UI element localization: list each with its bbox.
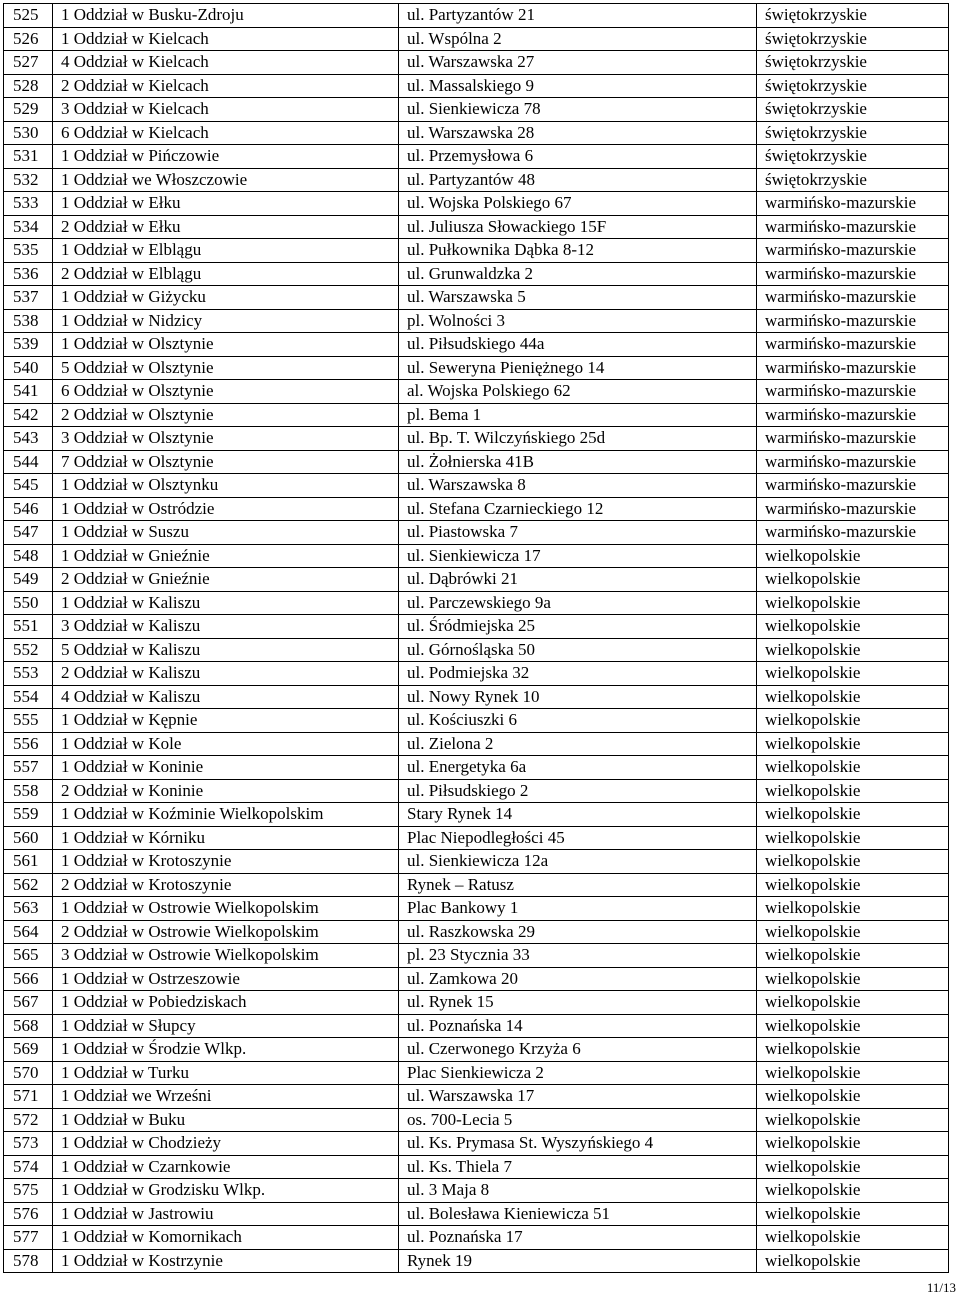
table-row	[4, 850, 949, 874]
table-row	[4, 521, 949, 545]
row-number-cell: 546	[4, 497, 53, 521]
table-row	[4, 309, 949, 333]
table-row	[4, 544, 949, 568]
branch-name-cell: 1 Oddział w Ełku	[53, 192, 399, 216]
address-cell: ul. Seweryna Pieniężnego 14	[399, 356, 757, 380]
row-number-cell: 575	[4, 1179, 53, 1203]
row-number-cell: 568	[4, 1014, 53, 1038]
address-cell: ul. Wojska Polskiego 67	[399, 192, 757, 216]
address-cell: Plac Bankowy 1	[399, 897, 757, 921]
row-number-cell: 536	[4, 262, 53, 286]
voivodeship-cell: wielkopolskie	[757, 873, 949, 897]
voivodeship-cell: wielkopolskie	[757, 1179, 949, 1203]
table-row	[4, 1038, 949, 1062]
row-number-cell: 541	[4, 380, 53, 404]
voivodeship-cell: wielkopolskie	[757, 732, 949, 756]
address-cell: ul. Pułkownika Dąbka 8-12	[399, 239, 757, 263]
branch-name-cell: 1 Oddział w Grodzisku Wlkp.	[53, 1179, 399, 1203]
table-row	[4, 1085, 949, 1109]
table-row	[4, 873, 949, 897]
row-number-cell: 533	[4, 192, 53, 216]
row-number-cell: 564	[4, 920, 53, 944]
branch-name-cell: 1 Oddział w Kole	[53, 732, 399, 756]
voivodeship-cell: warmińsko-mazurskie	[757, 403, 949, 427]
row-number-cell: 572	[4, 1108, 53, 1132]
voivodeship-cell: wielkopolskie	[757, 967, 949, 991]
row-number-cell: 558	[4, 779, 53, 803]
voivodeship-cell: wielkopolskie	[757, 615, 949, 639]
address-cell: ul. Sienkiewicza 12a	[399, 850, 757, 874]
branch-name-cell: 1 Oddział w Olsztynie	[53, 333, 399, 357]
table-row	[4, 474, 949, 498]
voivodeship-cell: świętokrzyskie	[757, 145, 949, 169]
address-cell: ul. Śródmiejska 25	[399, 615, 757, 639]
table-row	[4, 709, 949, 733]
voivodeship-cell: wielkopolskie	[757, 1202, 949, 1226]
table-row	[4, 685, 949, 709]
voivodeship-cell: wielkopolskie	[757, 944, 949, 968]
table-row	[4, 168, 949, 192]
address-cell: ul. Partyzantów 48	[399, 168, 757, 192]
row-number-cell: 566	[4, 967, 53, 991]
address-cell: ul. Warszawska 17	[399, 1085, 757, 1109]
table-row	[4, 215, 949, 239]
address-cell: ul. Piłsudskiego 2	[399, 779, 757, 803]
address-cell: ul. Warszawska 5	[399, 286, 757, 310]
branch-name-cell: 2 Oddział w Elblągu	[53, 262, 399, 286]
address-cell: ul. Poznańska 17	[399, 1226, 757, 1250]
voivodeship-cell: wielkopolskie	[757, 685, 949, 709]
branch-table	[3, 3, 949, 1273]
row-number-cell: 525	[4, 4, 53, 28]
table-row	[4, 1249, 949, 1273]
branch-name-cell: 1 Oddział w Turku	[53, 1061, 399, 1085]
row-number-cell: 544	[4, 450, 53, 474]
table-row	[4, 239, 949, 263]
address-cell: ul. Poznańska 14	[399, 1014, 757, 1038]
voivodeship-cell: wielkopolskie	[757, 920, 949, 944]
address-cell: ul. 3 Maja 8	[399, 1179, 757, 1203]
address-cell: ul. Parczewskiego 9a	[399, 591, 757, 615]
row-number-cell: 562	[4, 873, 53, 897]
table-row	[4, 1132, 949, 1156]
voivodeship-cell: warmińsko-mazurskie	[757, 262, 949, 286]
table-row	[4, 74, 949, 98]
voivodeship-cell: wielkopolskie	[757, 826, 949, 850]
branch-name-cell: 4 Oddział w Kielcach	[53, 51, 399, 75]
row-number-cell: 534	[4, 215, 53, 239]
table-row	[4, 497, 949, 521]
voivodeship-cell: wielkopolskie	[757, 850, 949, 874]
table-row	[4, 662, 949, 686]
row-number-cell: 560	[4, 826, 53, 850]
table-row	[4, 427, 949, 451]
voivodeship-cell: świętokrzyskie	[757, 74, 949, 98]
row-number-cell: 573	[4, 1132, 53, 1156]
row-number-cell: 531	[4, 145, 53, 169]
voivodeship-cell: wielkopolskie	[757, 1061, 949, 1085]
voivodeship-cell: wielkopolskie	[757, 1132, 949, 1156]
branch-name-cell: 2 Oddział w Ełku	[53, 215, 399, 239]
address-cell: ul. Grunwaldzka 2	[399, 262, 757, 286]
voivodeship-cell: wielkopolskie	[757, 991, 949, 1015]
voivodeship-cell: warmińsko-mazurskie	[757, 192, 949, 216]
row-number-cell: 528	[4, 74, 53, 98]
voivodeship-cell: wielkopolskie	[757, 591, 949, 615]
row-number-cell: 527	[4, 51, 53, 75]
address-cell: ul. Juliusza Słowackiego 15F	[399, 215, 757, 239]
branch-name-cell: 1 Oddział w Busku-Zdroju	[53, 4, 399, 28]
voivodeship-cell: wielkopolskie	[757, 1108, 949, 1132]
voivodeship-cell: warmińsko-mazurskie	[757, 427, 949, 451]
row-number-cell: 571	[4, 1085, 53, 1109]
voivodeship-cell: warmińsko-mazurskie	[757, 474, 949, 498]
address-cell: ul. Raszkowska 29	[399, 920, 757, 944]
branch-name-cell: 1 Oddział w Pobiedziskach	[53, 991, 399, 1015]
voivodeship-cell: wielkopolskie	[757, 803, 949, 827]
address-cell: ul. Przemysłowa 6	[399, 145, 757, 169]
row-number-cell: 532	[4, 168, 53, 192]
branch-name-cell: 1 Oddział w Gnieźnie	[53, 544, 399, 568]
branch-name-cell: 3 Oddział w Kaliszu	[53, 615, 399, 639]
branch-name-cell: 2 Oddział w Gnieźnie	[53, 568, 399, 592]
row-number-cell: 545	[4, 474, 53, 498]
branch-name-cell: 1 Oddział w Ostródzie	[53, 497, 399, 521]
address-cell: os. 700-Lecia 5	[399, 1108, 757, 1132]
voivodeship-cell: wielkopolskie	[757, 638, 949, 662]
table-row	[4, 51, 949, 75]
row-number-cell: 552	[4, 638, 53, 662]
table-row	[4, 826, 949, 850]
row-number-cell: 577	[4, 1226, 53, 1250]
row-number-cell: 535	[4, 239, 53, 263]
address-cell: Plac Niepodległości 45	[399, 826, 757, 850]
branch-name-cell: 1 Oddział w Suszu	[53, 521, 399, 545]
voivodeship-cell: świętokrzyskie	[757, 4, 949, 28]
table-row	[4, 615, 949, 639]
branch-name-cell: 2 Oddział w Kaliszu	[53, 662, 399, 686]
table-row	[4, 1155, 949, 1179]
table-row	[4, 1202, 949, 1226]
table-row	[4, 121, 949, 145]
row-number-cell: 576	[4, 1202, 53, 1226]
branch-name-cell: 6 Oddział w Olsztynie	[53, 380, 399, 404]
address-cell: ul. Bolesława Kieniewicza 51	[399, 1202, 757, 1226]
voivodeship-cell: warmińsko-mazurskie	[757, 215, 949, 239]
table-row	[4, 732, 949, 756]
address-cell: ul. Piastowska 7	[399, 521, 757, 545]
address-cell: pl. Bema 1	[399, 403, 757, 427]
address-cell: ul. Energetyka 6a	[399, 756, 757, 780]
voivodeship-cell: wielkopolskie	[757, 1226, 949, 1250]
table-row	[4, 944, 949, 968]
voivodeship-cell: warmińsko-mazurskie	[757, 356, 949, 380]
voivodeship-cell: wielkopolskie	[757, 544, 949, 568]
address-cell: ul. Piłsudskiego 44a	[399, 333, 757, 357]
voivodeship-cell: wielkopolskie	[757, 662, 949, 686]
row-number-cell: 551	[4, 615, 53, 639]
branch-name-cell: 3 Oddział w Olsztynie	[53, 427, 399, 451]
table-row	[4, 1061, 949, 1085]
branch-name-cell: 1 Oddział w Koźminie Wielkopolskim	[53, 803, 399, 827]
voivodeship-cell: świętokrzyskie	[757, 168, 949, 192]
address-cell: ul. Warszawska 8	[399, 474, 757, 498]
branch-name-cell: 1 Oddział w Jastrowiu	[53, 1202, 399, 1226]
branch-name-cell: 1 Oddział w Kępnie	[53, 709, 399, 733]
table-row	[4, 286, 949, 310]
branch-name-cell: 1 Oddział w Kielcach	[53, 27, 399, 51]
branch-name-cell: 4 Oddział w Kaliszu	[53, 685, 399, 709]
branch-name-cell: 1 Oddział w Krotoszynie	[53, 850, 399, 874]
voivodeship-cell: warmińsko-mazurskie	[757, 239, 949, 263]
branch-name-cell: 1 Oddział w Buku	[53, 1108, 399, 1132]
branch-name-cell: 1 Oddział we Włoszczowie	[53, 168, 399, 192]
table-row	[4, 779, 949, 803]
address-cell: ul. Wspólna 2	[399, 27, 757, 51]
branch-name-cell: 1 Oddział w Pińczowie	[53, 145, 399, 169]
page-number: 11/13	[926, 1280, 956, 1295]
table-row	[4, 1179, 949, 1203]
address-cell: ul. Podmiejska 32	[399, 662, 757, 686]
table-row	[4, 145, 949, 169]
voivodeship-cell: warmińsko-mazurskie	[757, 286, 949, 310]
row-number-cell: 547	[4, 521, 53, 545]
branch-name-cell: 1 Oddział w Giżycku	[53, 286, 399, 310]
row-number-cell: 555	[4, 709, 53, 733]
address-cell: ul. Nowy Rynek 10	[399, 685, 757, 709]
table-row	[4, 1014, 949, 1038]
address-cell: ul. Partyzantów 21	[399, 4, 757, 28]
row-number-cell: 554	[4, 685, 53, 709]
table-row	[4, 1226, 949, 1250]
branch-name-cell: 1 Oddział w Słupcy	[53, 1014, 399, 1038]
voivodeship-cell: warmińsko-mazurskie	[757, 450, 949, 474]
row-number-cell: 557	[4, 756, 53, 780]
branch-name-cell: 1 Oddział we Wrześni	[53, 1085, 399, 1109]
branch-name-cell: 2 Oddział w Koninie	[53, 779, 399, 803]
address-cell: ul. Sienkiewicza 78	[399, 98, 757, 122]
address-cell: ul. Górnośląska 50	[399, 638, 757, 662]
voivodeship-cell: świętokrzyskie	[757, 98, 949, 122]
branch-name-cell: 1 Oddział w Kaliszu	[53, 591, 399, 615]
branch-name-cell: 1 Oddział w Kostrzynie	[53, 1249, 399, 1273]
voivodeship-cell: wielkopolskie	[757, 897, 949, 921]
table-row	[4, 803, 949, 827]
voivodeship-cell: wielkopolskie	[757, 756, 949, 780]
table-row	[4, 967, 949, 991]
table-row	[4, 4, 949, 28]
branch-name-cell: 1 Oddział w Kórniku	[53, 826, 399, 850]
table-row	[4, 591, 949, 615]
table-row	[4, 450, 949, 474]
branch-table-body	[4, 4, 949, 1273]
table-row	[4, 991, 949, 1015]
row-number-cell: 526	[4, 27, 53, 51]
address-cell: Stary Rynek 14	[399, 803, 757, 827]
table-row	[4, 192, 949, 216]
address-cell: ul. Żołnierska 41B	[399, 450, 757, 474]
row-number-cell: 565	[4, 944, 53, 968]
branch-name-cell: 1 Oddział w Nidzicy	[53, 309, 399, 333]
address-cell: ul. Sienkiewicza 17	[399, 544, 757, 568]
row-number-cell: 537	[4, 286, 53, 310]
row-number-cell: 556	[4, 732, 53, 756]
branch-name-cell: 7 Oddział w Olsztynie	[53, 450, 399, 474]
table-row	[4, 920, 949, 944]
address-cell: ul. Warszawska 27	[399, 51, 757, 75]
row-number-cell: 543	[4, 427, 53, 451]
address-cell: pl. Wolności 3	[399, 309, 757, 333]
table-row	[4, 333, 949, 357]
table-row	[4, 262, 949, 286]
branch-name-cell: 2 Oddział w Kielcach	[53, 74, 399, 98]
row-number-cell: 578	[4, 1249, 53, 1273]
address-cell: ul. Dąbrówki 21	[399, 568, 757, 592]
voivodeship-cell: wielkopolskie	[757, 1038, 949, 1062]
row-number-cell: 553	[4, 662, 53, 686]
voivodeship-cell: świętokrzyskie	[757, 121, 949, 145]
table-row	[4, 98, 949, 122]
branch-name-cell: 1 Oddział w Chodzieży	[53, 1132, 399, 1156]
table-row	[4, 27, 949, 51]
address-cell: ul. Czerwonego Krzyża 6	[399, 1038, 757, 1062]
address-cell: Plac Sienkiewicza 2	[399, 1061, 757, 1085]
row-number-cell: 538	[4, 309, 53, 333]
row-number-cell: 567	[4, 991, 53, 1015]
branch-name-cell: 1 Oddział w Środzie Wlkp.	[53, 1038, 399, 1062]
voivodeship-cell: wielkopolskie	[757, 1014, 949, 1038]
address-cell: Rynek 19	[399, 1249, 757, 1273]
voivodeship-cell: warmińsko-mazurskie	[757, 309, 949, 333]
row-number-cell: 559	[4, 803, 53, 827]
row-number-cell: 563	[4, 897, 53, 921]
row-number-cell: 570	[4, 1061, 53, 1085]
voivodeship-cell: wielkopolskie	[757, 1249, 949, 1273]
branch-name-cell: 5 Oddział w Kaliszu	[53, 638, 399, 662]
branch-name-cell: 1 Oddział w Olsztynku	[53, 474, 399, 498]
row-number-cell: 549	[4, 568, 53, 592]
address-cell: ul. Zamkowa 20	[399, 967, 757, 991]
address-cell: ul. Bp. T. Wilczyńskiego 25d	[399, 427, 757, 451]
row-number-cell: 550	[4, 591, 53, 615]
branch-name-cell: 1 Oddział w Koninie	[53, 756, 399, 780]
table-row	[4, 380, 949, 404]
table-row	[4, 756, 949, 780]
branch-name-cell: 1 Oddział w Elblągu	[53, 239, 399, 263]
row-number-cell: 540	[4, 356, 53, 380]
row-number-cell: 548	[4, 544, 53, 568]
address-cell: ul. Massalskiego 9	[399, 74, 757, 98]
address-cell: ul. Kościuszki 6	[399, 709, 757, 733]
row-number-cell: 530	[4, 121, 53, 145]
voivodeship-cell: wielkopolskie	[757, 1085, 949, 1109]
table-row	[4, 568, 949, 592]
row-number-cell: 561	[4, 850, 53, 874]
branch-name-cell: 3 Oddział w Kielcach	[53, 98, 399, 122]
row-number-cell: 539	[4, 333, 53, 357]
voivodeship-cell: warmińsko-mazurskie	[757, 521, 949, 545]
branch-name-cell: 5 Oddział w Olsztynie	[53, 356, 399, 380]
address-cell: ul. Rynek 15	[399, 991, 757, 1015]
voivodeship-cell: wielkopolskie	[757, 709, 949, 733]
row-number-cell: 542	[4, 403, 53, 427]
voivodeship-cell: warmińsko-mazurskie	[757, 497, 949, 521]
voivodeship-cell: świętokrzyskie	[757, 51, 949, 75]
branch-name-cell: 3 Oddział w Ostrowie Wielkopolskim	[53, 944, 399, 968]
voivodeship-cell: wielkopolskie	[757, 1155, 949, 1179]
table-row	[4, 356, 949, 380]
branch-name-cell: 1 Oddział w Czarnkowie	[53, 1155, 399, 1179]
branch-name-cell: 6 Oddział w Kielcach	[53, 121, 399, 145]
address-cell: ul. Stefana Czarnieckiego 12	[399, 497, 757, 521]
voivodeship-cell: świętokrzyskie	[757, 27, 949, 51]
branch-name-cell: 1 Oddział w Ostrzeszowie	[53, 967, 399, 991]
address-cell: pl. 23 Stycznia 33	[399, 944, 757, 968]
voivodeship-cell: wielkopolskie	[757, 779, 949, 803]
address-cell: al. Wojska Polskiego 62	[399, 380, 757, 404]
row-number-cell: 574	[4, 1155, 53, 1179]
branch-name-cell: 1 Oddział w Ostrowie Wielkopolskim	[53, 897, 399, 921]
table-row	[4, 403, 949, 427]
table-row	[4, 638, 949, 662]
table-row	[4, 897, 949, 921]
row-number-cell: 569	[4, 1038, 53, 1062]
row-number-cell: 529	[4, 98, 53, 122]
branch-name-cell: 2 Oddział w Olsztynie	[53, 403, 399, 427]
branch-name-cell: 2 Oddział w Ostrowie Wielkopolskim	[53, 920, 399, 944]
address-cell: ul. Zielona 2	[399, 732, 757, 756]
address-cell: Rynek – Ratusz	[399, 873, 757, 897]
voivodeship-cell: wielkopolskie	[757, 568, 949, 592]
address-cell: ul. Ks. Thiela 7	[399, 1155, 757, 1179]
address-cell: ul. Warszawska 28	[399, 121, 757, 145]
address-cell: ul. Ks. Prymasa St. Wyszyńskiego 4	[399, 1132, 757, 1156]
branch-name-cell: 2 Oddział w Krotoszynie	[53, 873, 399, 897]
voivodeship-cell: warmińsko-mazurskie	[757, 333, 949, 357]
voivodeship-cell: warmińsko-mazurskie	[757, 380, 949, 404]
branch-name-cell: 1 Oddział w Komornikach	[53, 1226, 399, 1250]
table-row	[4, 1108, 949, 1132]
